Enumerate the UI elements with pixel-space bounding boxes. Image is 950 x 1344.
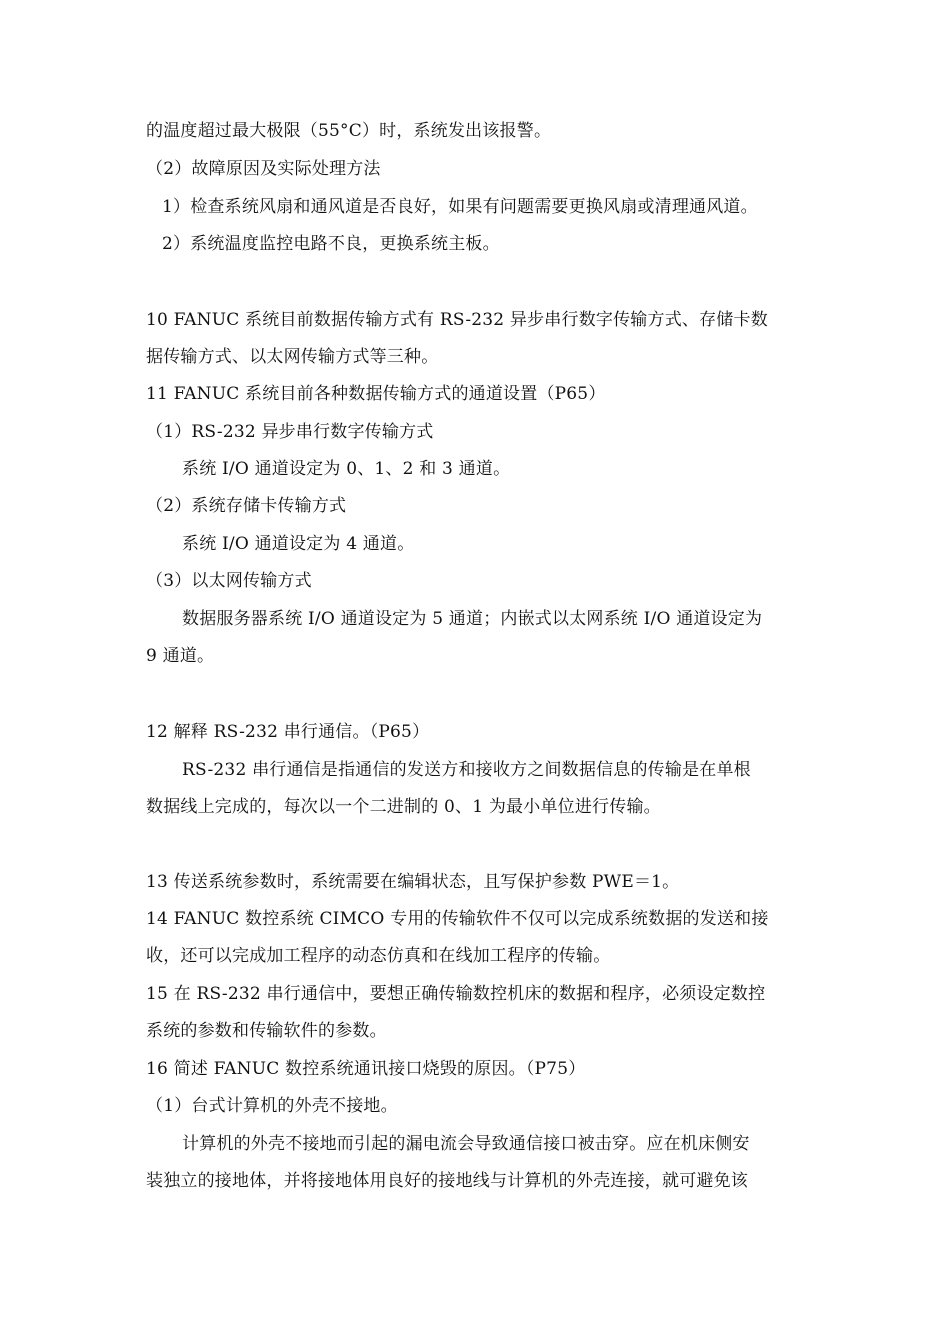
text-line: 数据服务器系统 I/O 通道设定为 5 通道；内嵌式以太网系统 I/O 通道设定为	[182, 609, 763, 629]
text-line: 收，还可以完成加工程序的动态仿真和在线加工程序的传输。	[146, 946, 611, 966]
text-line: 系统 I/O 通道设定为 0、1、2 和 3 通道。	[182, 459, 511, 479]
text-line: 10 FANUC 系统目前数据传输方式有 RS-232 异步串行数字传输方式、存储卡数	[146, 310, 768, 330]
text-line: 装独立的接地体，并将接地体用良好的接地线与计算机的外壳连接，就可避免该	[146, 1171, 748, 1191]
text-line: 9 通道。	[146, 646, 215, 666]
text-line: 系统 I/O 通道设定为 4 通道。	[182, 534, 415, 554]
text-line: 13 传送系统参数时，系统需要在编辑状态，且写保护参数 PWE＝1。	[146, 872, 680, 892]
text-line: 计算机的外壳不接地而引起的漏电流会导致通信接口被击穿。应在机床侧安	[182, 1134, 750, 1154]
text-line: RS-232 串行通信是指通信的发送方和接收方之间数据信息的传输是在单根	[182, 760, 751, 780]
text-line: 15 在 RS-232 串行通信中，要想正确传输数控机床的数据和程序，必须设定数控	[146, 984, 766, 1004]
text-line: （2）系统存储卡传输方式	[146, 496, 347, 516]
text-line: 数据线上完成的，每次以一个二进制的 0、1 为最小单位进行传输。	[146, 797, 661, 817]
text-line: 的温度超过最大极限（55°C）时，系统发出该报警。	[146, 121, 552, 141]
text-line: 14 FANUC 数控系统 CIMCO 专用的传输软件不仅可以完成系统数据的发送和接	[146, 909, 769, 929]
text-line: 2）系统温度监控电路不良，更换系统主板。	[162, 234, 500, 254]
text-line: 系统的参数和传输软件的参数。	[146, 1021, 387, 1041]
text-line: 据传输方式、以太网传输方式等三种。	[146, 347, 439, 367]
text-line: （1）台式计算机的外壳不接地。	[146, 1096, 398, 1116]
text-line: 16 简述 FANUC 数控系统通讯接口烧毁的原因。（P75）	[146, 1059, 586, 1079]
text-line: 12 解释 RS-232 串行通信。（P65）	[146, 722, 430, 742]
text-line: （3）以太网传输方式	[146, 571, 312, 591]
text-line: （2）故障原因及实际处理方法	[146, 159, 381, 179]
text-line: 1）检查系统风扇和通风道是否良好，如果有问题需要更换风扇或清理通风道。	[162, 197, 758, 217]
text-line: 11 FANUC 系统目前各种数据传输方式的通道设置（P65）	[146, 384, 606, 404]
text-line: （1）RS-232 异步串行数字传输方式	[146, 422, 434, 442]
